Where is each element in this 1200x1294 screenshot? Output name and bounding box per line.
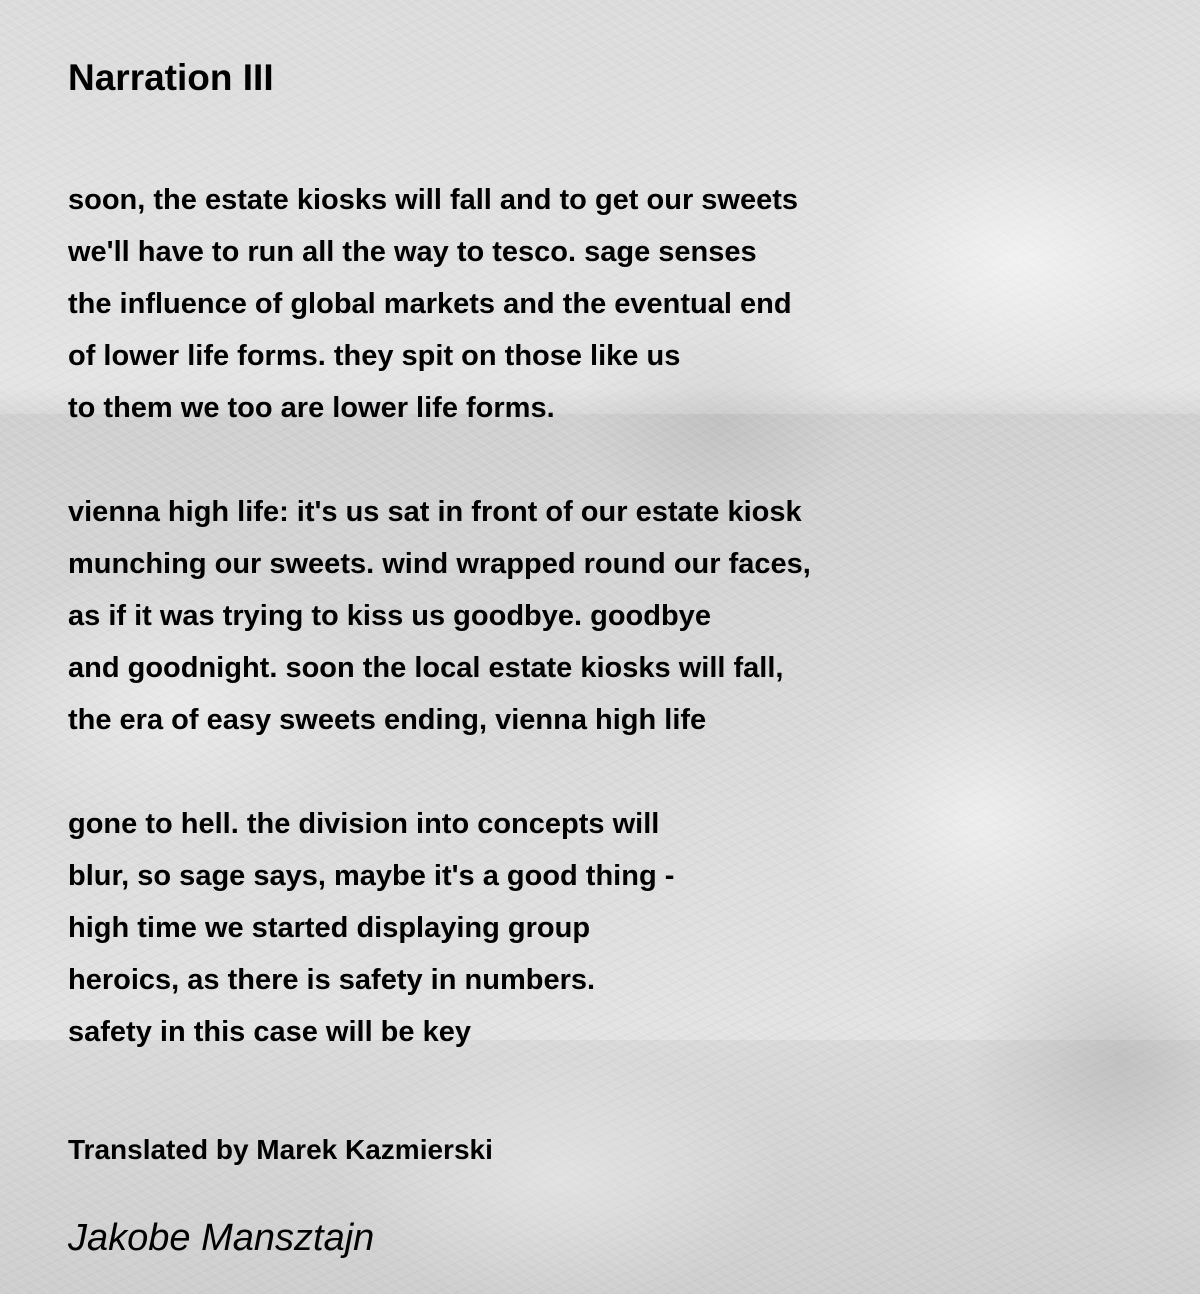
poem-line: munching our sweets. wind wrapped round our faces, [68,548,811,580]
poem-line: high time we started displaying group [68,912,591,944]
poem-line: we'll have to run all the way to tesco. sage senses [68,236,757,268]
stanza-3 [68,798,1128,1058]
poem-line: blur, so sage says, maybe it's a good thing - [68,860,675,892]
poem-line: heroics, as there is safety in numbers. [68,964,596,996]
stanza-2 [68,486,1128,746]
poem-line: gone to hell. the division into concepts will [68,808,660,840]
poem-line: vienna high life: it's us sat in front of our estate kiosk [68,496,802,528]
poem-line: soon, the estate kiosks will fall and to get our sweets [68,184,799,216]
poem-line: and goodnight. soon the local estate kiosks will fall, [68,652,784,684]
stanza-1 [68,174,1128,434]
poem-line: to them we too are lower life forms. [68,392,555,424]
poem-line: the influence of global markets and the eventual end [68,288,792,320]
author-name: Jakobe Mansztajn [68,1217,375,1259]
poem-title: Narration III [68,57,274,98]
translator-credit: Translated by Marek Kazmierski [68,1134,493,1165]
poem-line: safety in this case will be key [68,1016,471,1048]
poem-line: of lower life forms. they spit on those like us [68,340,681,372]
poem-page [68,52,1128,1264]
poem-line: the era of easy sweets ending, vienna high life [68,704,707,736]
poem-line: as if it was trying to kiss us goodbye. goodbye [68,600,711,632]
poem-body [68,174,1128,1058]
